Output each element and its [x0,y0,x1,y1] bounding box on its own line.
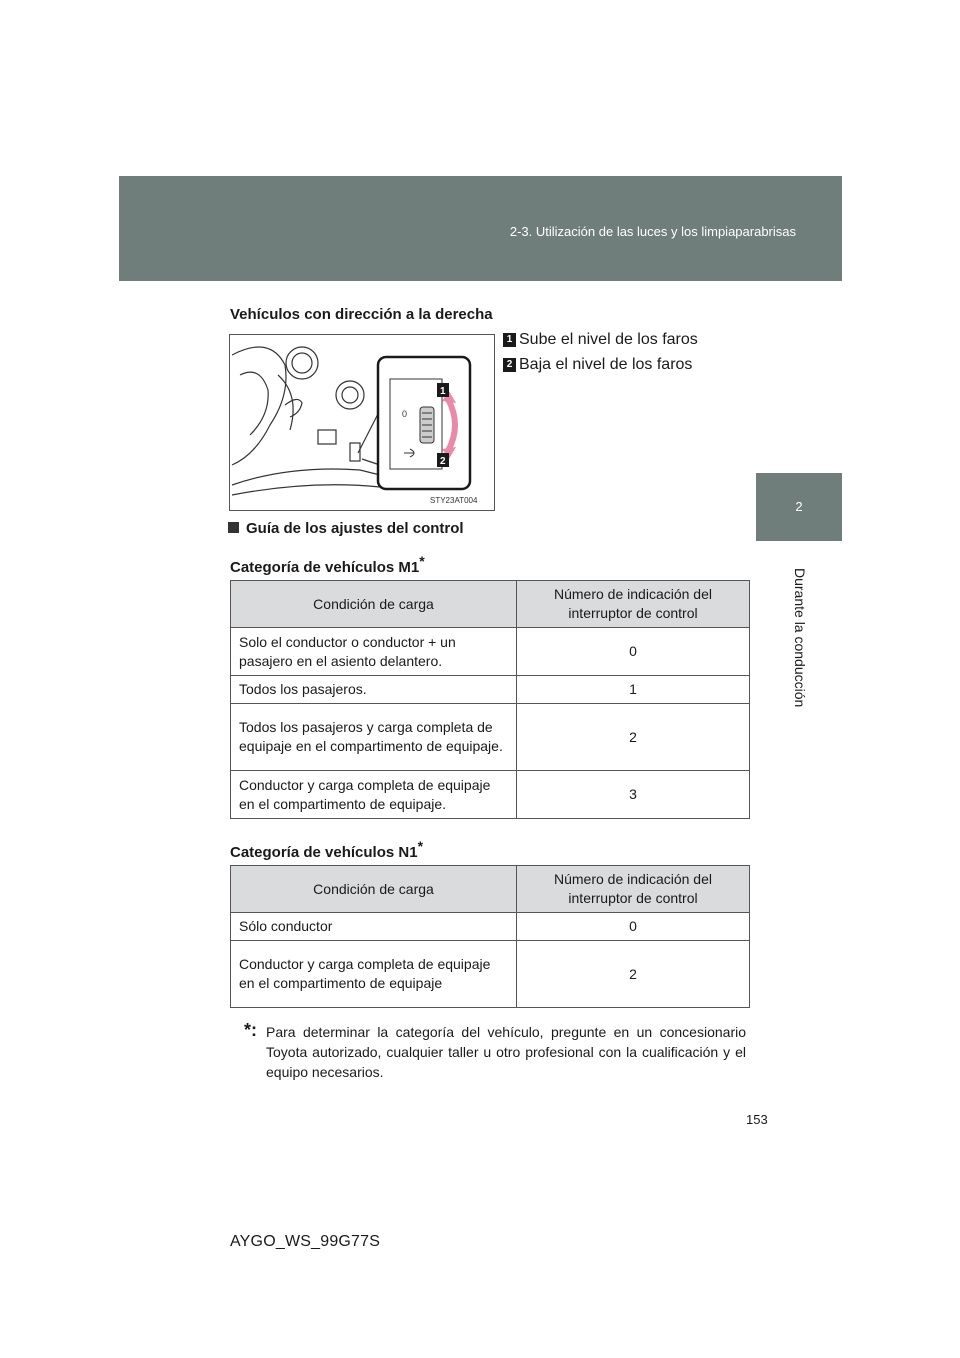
badge-2-label: 2 [440,456,446,467]
table-cell: 0 [517,913,750,941]
guide-title [228,520,464,537]
table-header: Condición de carga [231,581,517,628]
footnote-marker: *: [244,1020,257,1040]
header-band [119,176,842,281]
table-header-row [231,581,750,628]
footnote-star: * [417,838,424,854]
table-cell: Todos los pasajeros. [231,676,517,704]
guide-title-text: Guía de los ajustes del control [246,520,464,537]
legend-text: Sube el nivel de los faros [519,331,698,348]
legend-item-raise [503,331,698,349]
table-cell: Conductor y carga completa de equipaje en el compartimento de equipaje. [231,771,517,819]
section-header: 2-3. Utilización de las luces y los limpiaparabrisas [509,224,796,239]
table-header-row [231,866,750,913]
table-row [231,628,750,676]
table-cell: Solo el conductor o conductor + un pasajero en el asiento delantero. [231,628,517,676]
m1-title-text: Categoría de vehículos M1 [230,559,420,576]
table-cell: Sólo conductor [231,913,517,941]
legend-item-lower [503,356,692,374]
table-cell: 0 [517,628,750,676]
table-row [231,704,750,771]
table-header: Número de indicación del interruptor de control [517,866,750,913]
badge-2-icon: 2 [503,358,516,372]
n1-table [230,865,750,1008]
footnote-star: * [419,553,425,569]
table-cell: Todos los pasajeros y carga completa de equipaje en el compartimento de equipaje. [231,704,517,771]
svg-text:0: 0 [402,409,408,419]
table-cell: 3 [517,771,750,819]
table-row [231,941,750,1008]
n1-title-text: Categoría de vehículos N1 [230,844,418,861]
badge-1-icon: 1 [503,333,516,347]
table-row [231,771,750,819]
dashboard-drawing [230,335,494,510]
table-cell: 2 [517,941,750,1008]
section-title: Vehículos con dirección a la derecha [230,306,493,323]
table-cell: 1 [517,676,750,704]
document-code: AYGO_WS_99G77S [230,1233,381,1250]
m1-table [230,580,750,819]
footnote-text: Para determinar la categoría del vehículo, pregunte en un concesionario Toyota autorizado, cualquier taller u otro profesional con la cualificación y el equipo necesarios. [266,1024,746,1080]
chapter-label: Durante la conducción [792,568,808,708]
legend-text: Baja el nivel de los faros [519,356,693,373]
table-row [231,676,750,704]
illustration-code: STY23AT004 [430,496,478,505]
table-cell: Conductor y carga completa de equipaje en el compartimento de equipaje [231,941,517,1008]
m1-category-title [230,553,425,576]
badge-1-label: 1 [440,386,446,397]
table-header: Número de indicación del interruptor de control [517,581,750,628]
footnote [244,1022,746,1082]
page-number: 153 [746,1112,768,1127]
table-row [231,913,750,941]
n1-category-title [230,838,423,861]
chapter-number-tab: 2 [756,473,842,541]
table-cell: 2 [517,704,750,771]
headlight-leveling-illustration [229,334,495,511]
table-header: Condición de carga [231,866,517,913]
bullet-square-icon [228,522,239,533]
